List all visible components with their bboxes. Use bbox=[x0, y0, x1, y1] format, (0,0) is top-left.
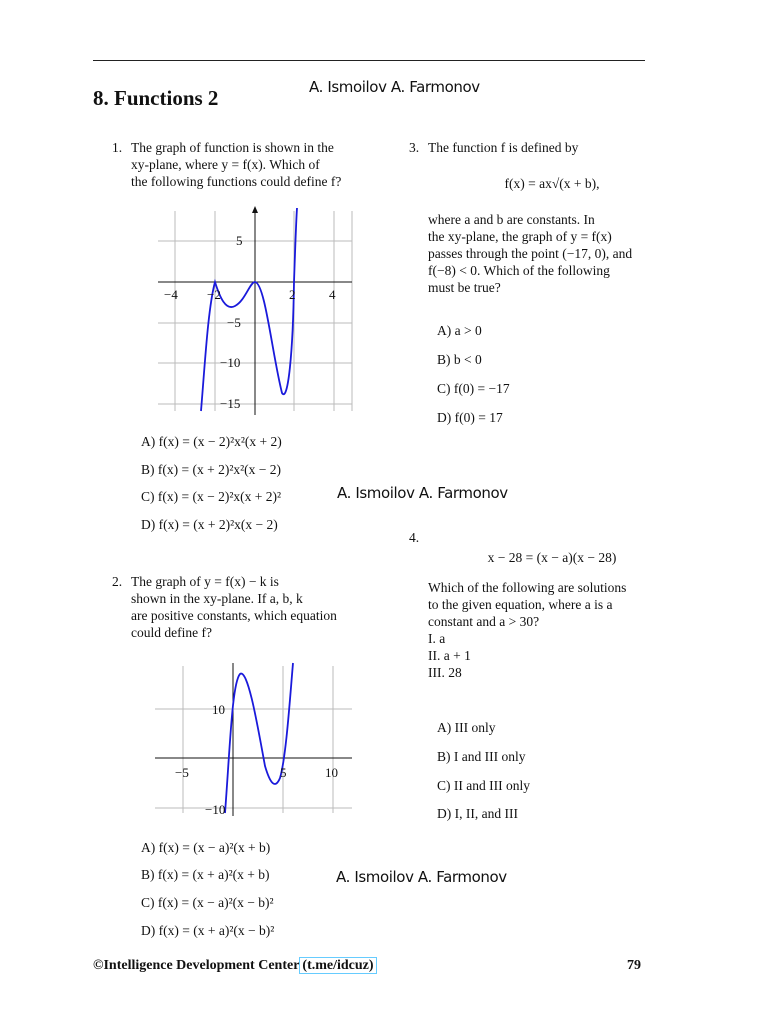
q2-choice-d[interactable]: D) f(x) = (x + a)²(x − b)² bbox=[141, 923, 275, 938]
q2-xtick: −5 bbox=[175, 765, 189, 780]
q2-choice-a[interactable]: A) f(x) = (x − a)²(x + b) bbox=[141, 840, 271, 855]
q1-choice-c[interactable]: C) f(x) = (x − 2)²x(x + 2)² bbox=[141, 489, 282, 504]
q3-choice-c[interactable]: C) f(0) = −17 bbox=[437, 381, 510, 396]
q2-grid bbox=[155, 666, 352, 813]
q2-choice-c[interactable]: C) f(x) = (x − a)²(x − b)² bbox=[141, 895, 274, 910]
author-watermark-bottom: A. Ismoilov A. Farmonov bbox=[336, 868, 507, 886]
q3-number: 3. bbox=[409, 140, 420, 155]
q2-choice-b[interactable]: B) f(x) = (x + a)²(x + b) bbox=[141, 867, 270, 882]
q3-formula: f(x) = ax√(x + b), bbox=[504, 176, 600, 191]
q4-choice-b[interactable]: B) I and III only bbox=[437, 749, 526, 764]
q1-number: 1. bbox=[112, 140, 123, 155]
q4-number: 4. bbox=[409, 530, 420, 545]
q1-xtick: −2 bbox=[207, 287, 221, 302]
q3-choice-b[interactable]: B) b < 0 bbox=[437, 352, 482, 367]
q4-choice-c[interactable]: C) II and III only bbox=[437, 778, 530, 793]
header-rule bbox=[93, 60, 645, 61]
q1-ytick: −10 bbox=[220, 355, 241, 370]
q3-text: where a and b are constants. In the xy-plane, the graph of y = f(x) passes through the point (−17, 0), and f(−8) < 0. Which of the following must be true? bbox=[428, 212, 633, 295]
q3-intro: The function f is defined by bbox=[428, 140, 579, 155]
q2-xtick: 5 bbox=[280, 765, 287, 780]
q1-xtick: −4 bbox=[164, 287, 178, 302]
q2-ytick: −10 bbox=[205, 802, 226, 817]
q4-equation: x − 28 = (x − a)(x − 28) bbox=[487, 550, 617, 565]
footer-credit bbox=[93, 958, 377, 974]
q4-text: Which of the following are solutions to the given equation, where a is a constant and a > 30? I. a II. a + 1 III. 28 bbox=[428, 580, 627, 680]
q4-choice-a[interactable]: A) III only bbox=[437, 720, 496, 735]
footer-link[interactable]: (t.me/idcuz) bbox=[299, 957, 376, 974]
author-watermark-middle: A. Ismoilov A. Farmonov bbox=[337, 484, 508, 502]
q1-choice-b[interactable]: B) f(x) = (x + 2)²x²(x − 2) bbox=[141, 462, 282, 477]
footer-copyright: ©Intelligence Development Center bbox=[93, 958, 300, 973]
q2-ytick: 10 bbox=[212, 702, 225, 717]
q1-text: The graph of function is shown in the xy-plane, where y = f(x). Which of the following functions could define f? bbox=[131, 140, 342, 189]
q1-xtick: 4 bbox=[329, 287, 336, 302]
q1-choice-d[interactable]: D) f(x) = (x + 2)²x(x − 2) bbox=[141, 517, 278, 532]
q1-graph bbox=[150, 203, 360, 418]
q3-choice-d[interactable]: D) f(0) = 17 bbox=[437, 410, 503, 425]
q2-text: The graph of y = f(x) − k is shown in the xy-plane. If a, b, k are positive constants, which equation could define f? bbox=[131, 574, 337, 640]
q1-ytick: −5 bbox=[227, 315, 241, 330]
q1-choice-a[interactable]: A) f(x) = (x − 2)²x²(x + 2) bbox=[141, 434, 282, 449]
q2-number: 2. bbox=[112, 574, 123, 589]
q1-ytick: 5 bbox=[236, 233, 243, 248]
q2-xtick: 10 bbox=[325, 765, 338, 780]
q4-choice-d[interactable]: D) I, II, and III bbox=[437, 806, 518, 821]
q2-graph bbox=[150, 658, 360, 818]
page-title: 8. Functions 2 bbox=[93, 86, 219, 110]
page-number: 79 bbox=[627, 958, 641, 973]
author-watermark-top: A. Ismoilov A. Farmonov bbox=[309, 78, 480, 96]
q1-ytick: −15 bbox=[220, 396, 241, 411]
q3-choice-a[interactable]: A) a > 0 bbox=[437, 323, 482, 338]
q1-xtick: 2 bbox=[289, 287, 296, 302]
